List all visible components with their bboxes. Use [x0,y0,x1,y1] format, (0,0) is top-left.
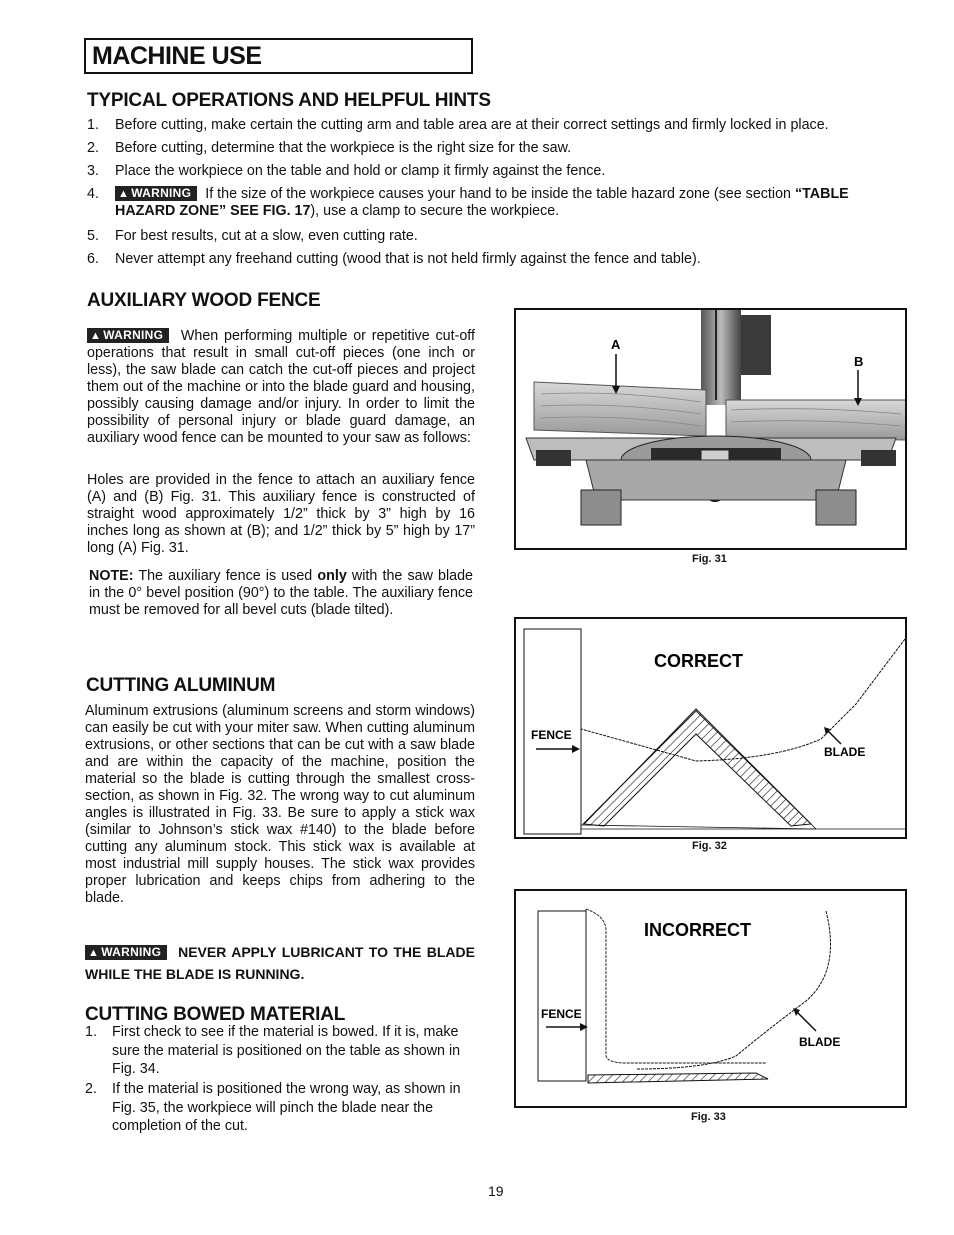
warning-triangle-icon: ▲ [90,330,102,342]
page-title-box [84,38,473,74]
incorrect-cut-diagram [516,891,905,1106]
warning-triangle-icon: ▲ [88,947,100,959]
typical-heading: TYPICAL OPERATIONS AND HELPFUL HINTS [87,90,491,111]
correct-cut-diagram [516,619,905,837]
fig31-label-b: B [854,354,864,369]
fig32-caption: Fig. 32 [692,840,727,852]
warning-triangle-icon: ▲ [118,188,130,200]
fig33-fence-label: FENCE [541,1007,582,1021]
fig33-title: INCORRECT [644,920,751,940]
aux-fence-note: NOTE: The auxiliary fence is used only with the saw blade in the 0° bevel position (90°) to the table. The auxiliary fence must be removed for all bevel cuts (blade tilted). [89,568,474,618]
fig33-diagram [514,889,907,1108]
warning-badge: ▲ WARNING [85,945,167,960]
aluminum-heading: CUTTING ALUMINUM [86,675,276,696]
fig33-caption: Fig. 33 [691,1111,726,1123]
fig32-diagram [514,617,907,839]
fig31-caption: Fig. 31 [692,553,727,565]
fig31-label-a: A [611,337,621,352]
warning-badge: ▲ WARNING [115,186,197,201]
aluminum-warning: ▲ WARNING NEVER APPLY LUBRICANT TO THE BLADE WHILE THE BLADE IS RUNNING. [85,944,475,982]
bowed-heading: CUTTING BOWED MATERIAL [85,1004,346,1025]
aux-fence-holes: Holes are provided in the fence to attach an auxiliary fence (A) and (B) Fig. 31. This auxiliary fence is constructed of straight wood approximately 1/2” thick by 3” high by 16 inches long as shown at (B); and 1/2” thick by 5” high by 17” long (A) Fig. 31. [87,472,475,556]
bowed-item-2: 2. If the material is positioned the wrong way, as shown in Fig. 35, the workpiece will pinch the blade near the completion of the cut. [85,1081,461,1134]
fig33-blade-label: BLADE [799,1035,841,1049]
aux-fence-warning: ▲ WARNING When performing multiple or repetitive cut-off operations that result in small cut-off pieces (one inch or less), the saw blade can catch the cut-off pieces and project them out of the machine or into the blade guard and housing, possibly causing damage and/or injury. In order to limit the possibility of personal injury or blade guard damage, an auxiliary wood fence can be mounted to your saw as follows: [87,328,475,446]
aux-fence-heading: AUXILIARY WOOD FENCE [87,290,321,311]
warning-badge: ▲ WARNING [87,328,169,343]
miter-saw-illustration [516,310,905,548]
aluminum-text: Aluminum extrusions (aluminum screens and storm windows) can easily be cut with your miter saw. When cutting aluminum extrusions, or other sections that can be cut with a saw blade and are within the capacity of the machine, position the material so the blade is cutting through the smallest cross-section, as shown in Fig. 32. The wrong way to cut aluminum angles is illustrated in Fig. 33. Be sure to apply a stick wax (similar to Johnson’s stick wax #140) to the blade before cutting any aluminum stock. This stick wax is available at most industrial mill supply houses. The stick wax provides proper lubrication and keeps chips from adhering to the blade. [85,703,475,906]
bowed-item-1: 1. First check to see if the material is bowed. If it is, make sure the material is positioned on the table as shown in Fig. 34. [85,1024,461,1077]
fig32-fence-label: FENCE [531,728,572,742]
fig32-title: CORRECT [654,651,743,671]
fig32-blade-label: BLADE [824,745,866,759]
page-number: 19 [488,1183,504,1199]
page-title: MACHINE USE [92,42,262,70]
fig31-photo [514,308,907,550]
